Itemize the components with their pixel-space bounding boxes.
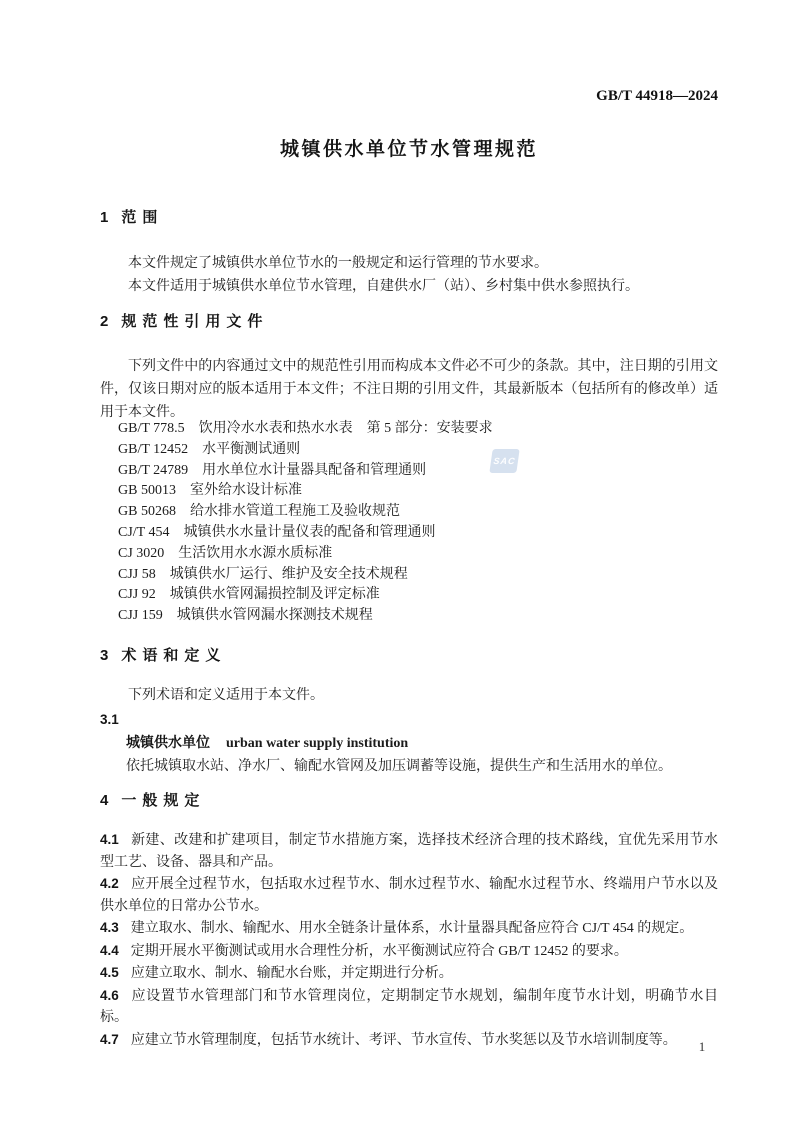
reference-code: CJJ 159 (118, 608, 163, 624)
section-number: 1 (100, 209, 109, 226)
clause-number: 4.4 (100, 942, 119, 958)
reference-item (100, 461, 718, 482)
reference-title: 水平衡测试通则 (202, 441, 301, 457)
reference-code: CJJ 92 (118, 587, 156, 603)
clause-number: 4.5 (100, 965, 119, 980)
section-4-clauses (100, 829, 718, 1051)
clause (100, 985, 718, 1029)
section-title: 术语和定义 (121, 647, 227, 664)
clause (100, 962, 718, 985)
reference-item (100, 440, 718, 461)
reference-title: 城镇供水水量计量仪表的配备和管理通则 (183, 524, 436, 540)
term-line (100, 731, 718, 755)
reference-item (100, 606, 718, 627)
document-title: 城镇供水单位节水管理规范 (279, 139, 538, 160)
section-title: 范围 (121, 209, 164, 226)
section-4-heading (100, 791, 718, 811)
reference-code: GB 50268 (118, 504, 176, 520)
term-id: 3.1 (100, 712, 119, 727)
section-3-heading (100, 646, 718, 666)
clause-text: 新建、改建和扩建项目，制定节水措施方案，选择技术经济合理的技术路线，宜优先采用节水型工艺、设备、器具和产品。 (100, 833, 718, 870)
reference-code: CJ/T 454 (118, 524, 170, 540)
reference-item (100, 544, 718, 565)
term-name-zh: 城镇供水单位 (126, 734, 210, 750)
section-number: 4 (100, 792, 109, 809)
standard-code: GB/T 44918—2024 (596, 88, 718, 104)
clause-number: 4.7 (100, 1031, 119, 1047)
reference-title: 室外给水设计标准 (189, 483, 302, 499)
section-title: 规范性引用文件 (121, 313, 269, 330)
section-number: 2 (100, 313, 109, 330)
section-3-intro-paragraph: 下列术语和定义适用于本文件。 (128, 688, 324, 703)
reference-title: 城镇供水管网漏水探测技术规程 (176, 608, 373, 624)
clause-text: 定期开展水平衡测试或用水合理性分析，水平衡测试应符合 GB/T 12452 的要求。 (130, 943, 628, 959)
paragraph: 本文件规定了城镇供水单位节水的一般规定和运行管理的节水要求。 (128, 256, 548, 271)
reference-code: GB/T 12452 (118, 441, 189, 457)
clause-number: 4.1 (100, 832, 119, 847)
reference-item (100, 523, 718, 544)
reference-item (100, 565, 718, 586)
section-2-heading (100, 312, 718, 332)
clause-text: 应建立取水、制水、输配水台账，并定期进行分析。 (130, 966, 453, 981)
clause (100, 873, 718, 917)
page-number: 1 (698, 1039, 706, 1054)
clause (100, 940, 718, 963)
clause (100, 917, 718, 940)
clause-number: 4.6 (100, 987, 119, 1003)
reference-item (100, 419, 718, 440)
clause (100, 829, 718, 873)
clause-text: 应建立节水管理制度，包括节水统计、考评、节水宣传、节水奖惩以及节水培训制度等。 (130, 1032, 677, 1048)
sac-watermark-text: SAC (492, 456, 517, 466)
reference-title: 用水单位水计量器具配备和管理通则 (202, 462, 427, 478)
clause-number: 4.2 (100, 876, 119, 891)
reference-title: 饮用冷水水表和热水水表 第 5 部分：安装要求 (198, 421, 493, 436)
reference-code: CJJ 58 (118, 566, 156, 582)
section-title: 一般规定 (121, 792, 206, 809)
reference-title: 城镇供水管网漏损控制及评定标准 (169, 587, 380, 603)
section-2-intro-paragraph: 下列文件中的内容通过文中的规范性引用而构成本文件必不可少的条款。其中，注日期的引用文件，仅该日期对应的版本适用于本文件；不注日期的引用文件，其最新版本（包括所有的修改单）适用于本文件。 (100, 359, 718, 420)
section-1-body (100, 252, 718, 298)
clause-number: 4.3 (100, 920, 119, 935)
term-definition: 依托城镇取水站、净水厂、输配水管网及加压调蓄等设施，提供生产和生活用水的单位。 (126, 759, 672, 774)
reference-code: GB 50013 (118, 483, 176, 499)
reference-code: GB/T 778.5 (118, 421, 185, 436)
reference-item (100, 481, 718, 502)
reference-title: 城镇供水厂运行、维护及安全技术规程 (169, 566, 408, 582)
clause-text: 建立取水、制水、输配水、用水全链条计量体系，水计量器具配备应符合 CJ/T 454 的规定。 (130, 921, 694, 936)
section-1-heading (100, 208, 718, 228)
clause-text: 应开展全过程节水，包括取水过程节水、制水过程节水、输配水过程节水、终端用户节水以及供水单位的日常办公节水。 (100, 877, 718, 914)
reference-code: GB/T 24789 (118, 462, 189, 478)
reference-item (100, 585, 718, 606)
reference-item (100, 502, 718, 523)
term-name-en: urban water supply institution (226, 736, 409, 751)
paragraph: 本文件适用于城镇供水单位节水管理，自建供水厂（站）、乡村集中供水参照执行。 (128, 279, 639, 294)
clause-text: 应设置节水管理部门和节水管理岗位，定期制定节水规划，编制年度节水计划，明确节水目标。 (100, 988, 718, 1025)
section-number: 3 (100, 647, 109, 664)
clause (100, 1029, 718, 1052)
reference-code: CJ 3020 (118, 545, 165, 561)
reference-title: 给水排水管道工程施工及验收规范 (189, 504, 400, 520)
reference-title: 生活饮用水水源水质标准 (178, 545, 333, 561)
term-definition-block (100, 709, 718, 778)
normative-reference-list (100, 419, 718, 627)
